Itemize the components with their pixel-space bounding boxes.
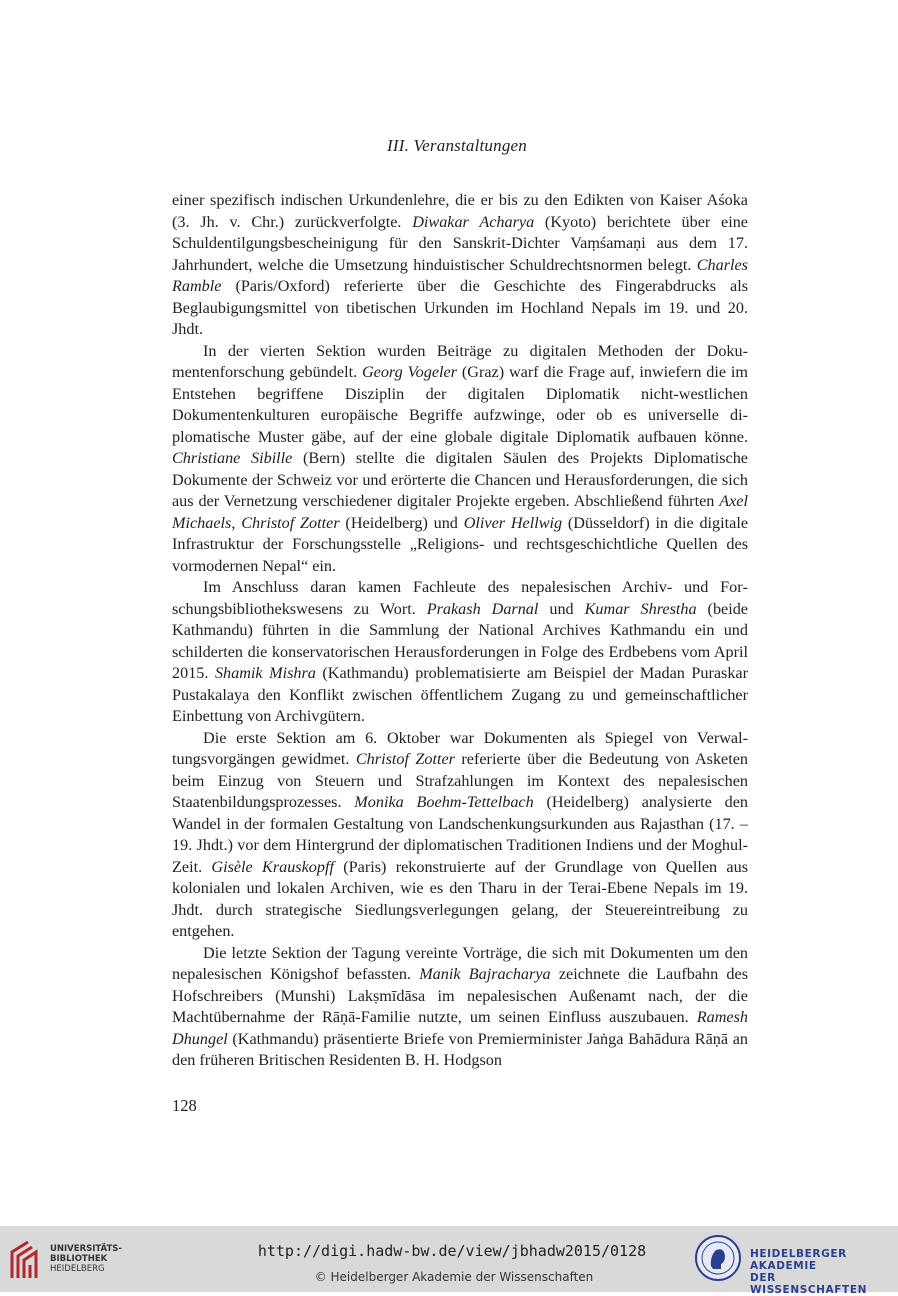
paragraph [172,943,748,1072]
running-title: III. Veranstaltungen [387,136,527,155]
text-run: Im Anschluss daran kamen Fachleute des nepalesischen Archiv- und Forschungsbibliothekswesens zu Wort. [172,578,748,618]
text-run: (Graz) warf die Frage auf, inwiefern die im Entstehen begriffene Disziplin der digitalen Diplomatik nicht-westlichen Dokumentenkulturen europäische Begriffe aufzwinge, oder ob es universelle diplomatische Muster gäbe, auf der eine globale digitale Diplomatik aufbauen könne. [172,363,748,446]
text-run: (Bern) stellte die digitalen Säulen des Projekts Diplomatische Dokumente der Schweiz vor und erörterte die Chancen und Herausforderungen, die sich aus der Vernetzung verschiedener digitaler Projekte ergeben. Abschließend führten [172,449,748,510]
speaker-name: Charles Ramble [172,255,748,295]
academy-logo[interactable] [694,1234,894,1296]
academy-logo-line-1: HEIDELBERGER AKADEMIE [750,1248,847,1272]
paragraph [172,190,748,341]
academy-seal-icon [694,1234,742,1282]
viewer-footer [0,1226,898,1296]
copyright-notice: © Heidelberger Akademie der Wissenschaften [314,1270,594,1284]
speaker-name: Gisèle Krauskopff [211,857,334,876]
speaker-name: Christiane Sibille [172,449,293,467]
speaker-name: Kumar Shrestha [584,599,697,618]
text-run: (beide Kathmandu) führten in die Sammlung der National Archives Kathmandu ein und schilderten die konservatorischen Herausforderungen in Folge des Erdbebens vom April 2015. [172,599,748,682]
text-run: und [538,599,585,618]
text-run: (Düsseldorf) in die digitale Infrastruktur der Forschungsstelle „Religions- und rechtsgeschichtliche Quellen des vormodernen Nepal“ ein. [172,513,749,575]
library-logo-line-3: HEIDELBERG [50,1264,105,1274]
speaker-name: Monika Boehm-Tettelbach [354,793,534,811]
paragraph [172,577,748,728]
text-run: (Heidelberg) und [339,513,464,532]
speaker-name: Christof Zotter [241,513,340,532]
speaker-name: Georg Vogeler [361,363,458,381]
speaker-name: Shamik Mishra [214,664,316,682]
text-run: Die erste Sektion am 6. Oktober war Dokumenten als Spiegel von Verwaltungsvorgängen gewidmet. [172,728,748,768]
speaker-name: Axel Michaels [172,492,748,532]
text-run: In der vierten Sektion wurden Beiträge zu digitalen Methoden der Dokumentenforschung gebündelt. [172,341,748,381]
paragraph [172,341,748,578]
text-run: (Paris) rekonstruierte auf der Grundlage von Quellen aus kolonialen und lokalen Archiven, wie es den Tharu in der Terai-Ebene Nepals im 19. Jhdt. durch strategische Siedlungsverlegungen gelang, der Steuereintreibung zu entgehen. [172,857,748,940]
speaker-name: Prakash Darnal [426,599,539,618]
permalink-url[interactable]: http://digi.hadw-bw.de/view/jbhadw2015/0128 [257,1242,647,1260]
text-run: zeichnete die Laufbahn des Hofschreibers (Munshi) Lakṣmīdāsa im nepalesischen Außenamt nach, der die Machtübernahme der Rāṇā-Familie nutzte, um seinen Einfluss auszubauen. [172,965,748,1026]
text-run: (Kathmandu) problematisierte am Beispiel der Madan Puraskar Pustakalaya den Konflikt zwischen öffentlichem Zugang zu und gemeinschaftlicher Einbettung von Archivgütern. [172,664,749,725]
text-run: einer spezifisch indischen Urkundenlehre, die er bis zu den Edikten von Kaiser Aśoka (3. Jh. v. Chr.) zurückverfolgte. [172,191,748,231]
paragraph [172,728,748,943]
text-run: (Paris/Oxford) referierte über die Geschichte des Fingerabdrucks als Beglaubigungsmittel von tibetischen Urkunden im Hochland Nepals im 19. und 20. Jhdt. [172,277,748,338]
speaker-name: Ramesh Dhungel [172,1008,748,1048]
text-run: (Kathmandu) präsentierte Briefe von Premierminister Jaṅga Bahādura Rāṇā an den früheren Britischen Residenten B. H. Hodgson [172,1029,748,1069]
library-logo-line-1: UNIVERSITÄTS- [50,1244,122,1254]
academy-logo-line-2: DER WISSENSCHAFTEN [750,1272,867,1296]
body-text [172,190,748,1072]
speaker-name: Oliver Hellwig [463,513,563,532]
text-run: Die letzte Sektion der Tagung vereinte Vorträge, die sich mit Dokumenten um den nepalesischen Königshof befassten. [172,943,748,983]
text-run: (Kyoto) berichtete über eine Schuldentilgungsbescheinigung für den Sanskrit-Dichter Vaṃśamaṇi aus dem 17. Jahrhundert, welche die Umsetzung hinduistischer Schuldrechtsnormen belegt. [172,212,748,274]
text-run: referierte über die Bedeutung von Asketen beim Einzug von Steuern und Strafzahlungen im Kontext des nepalesischen Staatenbildungsprozesses. [172,750,748,811]
text-run: (Heidelberg) analysierte den Wandel in der formalen Gestaltung von Landschenkungsurkunden aus Rajasthan (17. – 19. Jhdt.) vor dem Hintergrund der diplomatischen Traditionen Indiens und der Moghul-Zeit. [172,793,748,876]
text-run: , [231,513,242,532]
library-logo-line-2: BIBLIOTHEK [50,1254,108,1264]
page-number: 128 [172,1096,197,1115]
speaker-name: Diwakar Acharya [412,212,535,231]
speaker-name: Manik Bajracharya [419,965,551,983]
speaker-name: Christof Zotter [355,750,455,768]
